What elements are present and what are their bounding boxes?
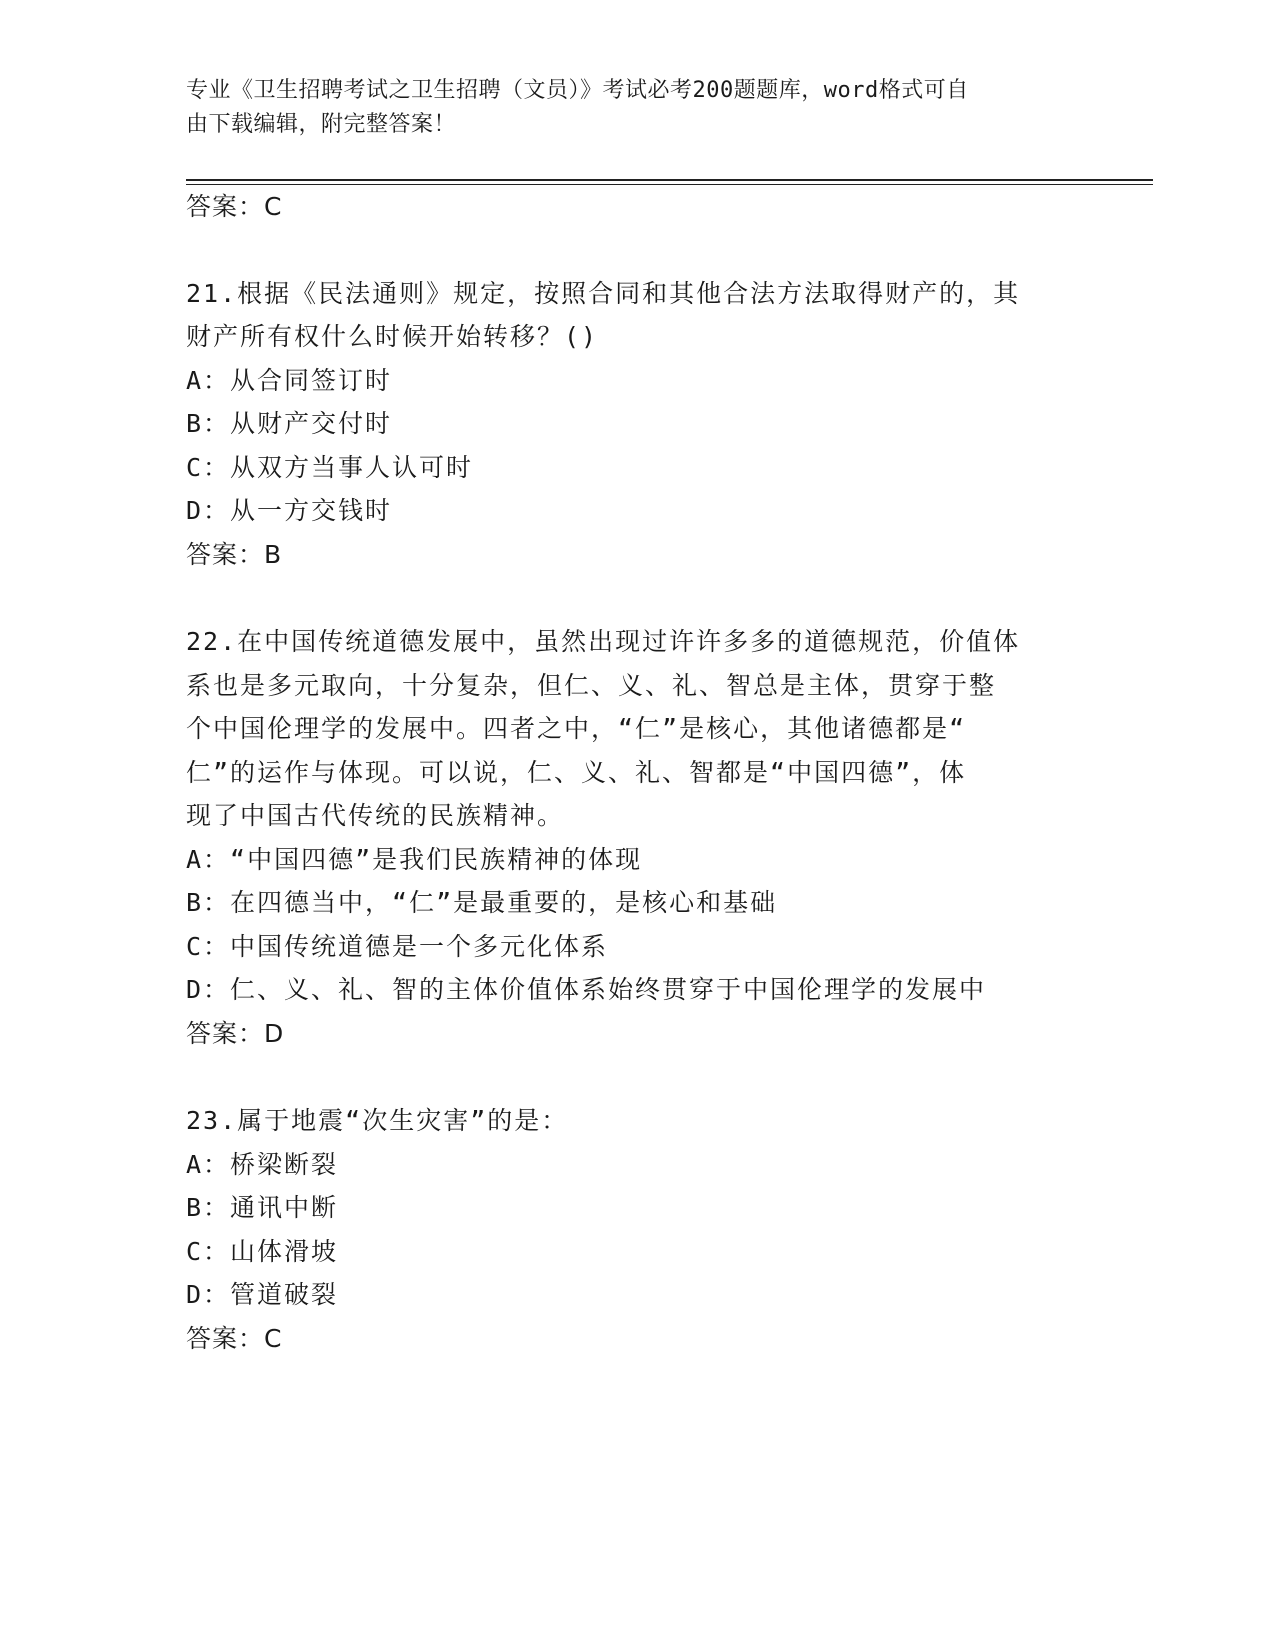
question-22-option-a: A：“中国四德”是我们民族精神的体现 — [186, 845, 643, 874]
header-line-1: 专业《卫生招聘考试之卫生招聘（文员）》考试必考200题题库，word格式可自 — [186, 78, 969, 103]
question-21-answer: 答案：B — [186, 540, 283, 569]
question-23-text-line-1: 23.属于地震“次生灾害”的是： — [186, 1106, 569, 1135]
header-divider-thin — [186, 184, 1153, 185]
question-22-text-line-1: 22.在中国传统道德发展中，虽然出现过许许多多的道德规范，价值体 — [186, 627, 1021, 656]
question-22-text-line-3: 个中国伦理学的发展中。四者之中，“仁”是核心，其他诸德都是“ — [186, 714, 967, 743]
question-22-text-line-5: 现了中国古代传统的民族精神。 — [186, 801, 565, 830]
question-22-answer: 答案：D — [186, 1019, 285, 1048]
question-22-text-line-4: 仁”的运作与体现。可以说，仁、义、礼、智都是“中国四德”，体 — [186, 758, 967, 787]
header-line-2: 由下载编辑，附完整答案！ — [186, 112, 457, 137]
question-21-option-d: D：从一方交钱时 — [186, 496, 393, 525]
question-23-option-d: D：管道破裂 — [186, 1280, 339, 1309]
question-22-option-c: C：中国传统道德是一个多元化体系 — [186, 932, 609, 961]
question-22-option-b: B：在四德当中，“仁”是最重要的，是核心和基础 — [186, 888, 778, 917]
question-23-option-c: C：山体滑坡 — [186, 1237, 339, 1266]
question-23-answer: 答案：C — [186, 1324, 283, 1353]
question-22-text-line-2: 系也是多元取向，十分复杂，但仁、义、礼、智总是主体，贯穿于整 — [186, 671, 997, 700]
question-21-text-line-1: 21.根据《民法通则》规定，按照合同和其他合法方法取得财产的，其 — [186, 279, 1021, 308]
header-divider — [186, 179, 1153, 181]
question-21-option-a: A：从合同签订时 — [186, 366, 393, 395]
question-21-option-c: C：从双方当事人认可时 — [186, 453, 474, 482]
question-22-option-d: D：仁、义、礼、智的主体价值体系始终贯穿于中国伦理学的发展中 — [186, 975, 987, 1004]
question-21-text-line-2: 财产所有权什么时候开始转移？() — [186, 322, 599, 351]
previous-answer: 答案：C — [186, 192, 283, 221]
question-21-option-b: B：从财产交付时 — [186, 409, 393, 438]
question-23-option-a: A：桥梁断裂 — [186, 1150, 339, 1179]
question-23-option-b: B：通讯中断 — [186, 1193, 339, 1222]
document-header — [186, 74, 1086, 142]
